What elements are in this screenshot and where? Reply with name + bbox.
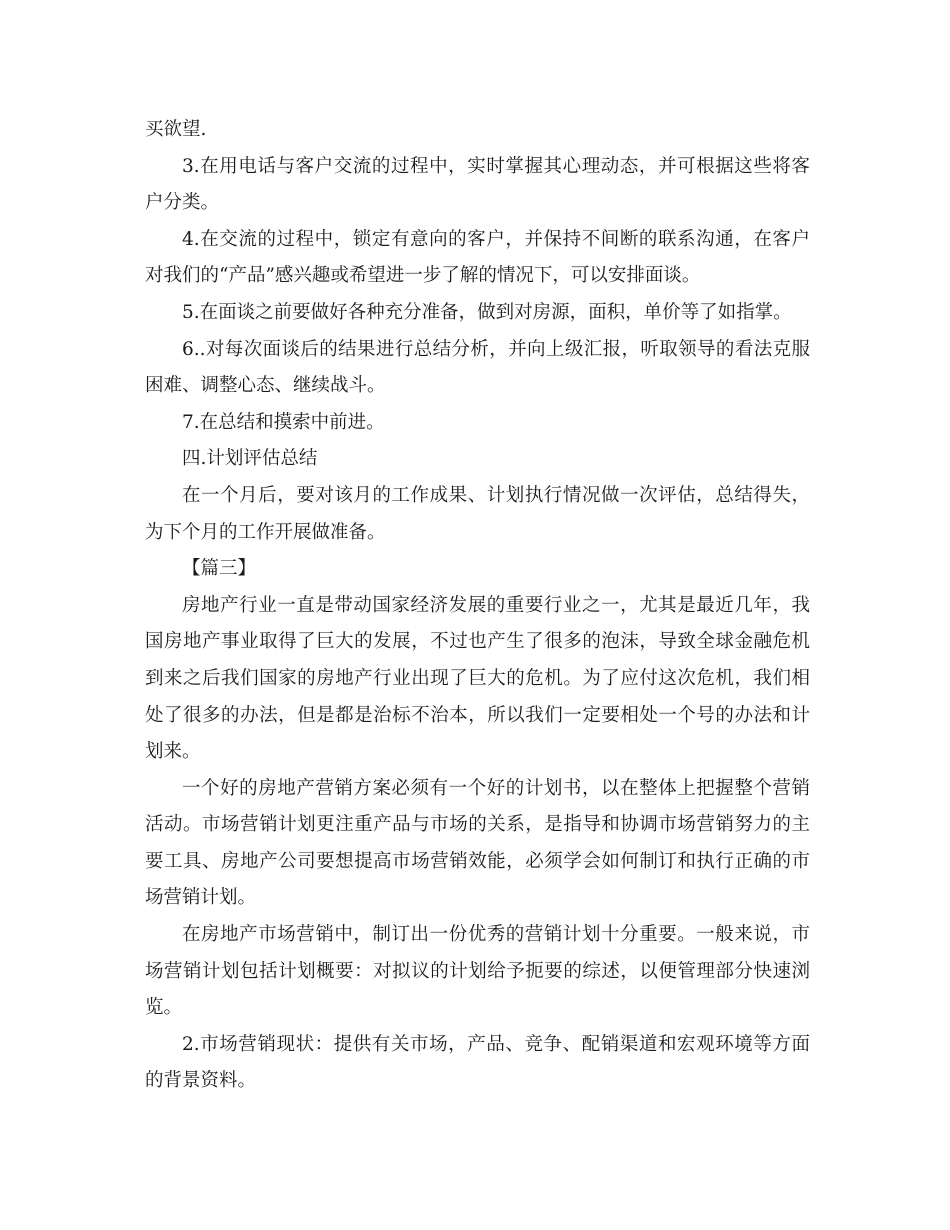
paragraph-6: 7.在总结和摸索中前进。: [182, 411, 385, 433]
paragraph-1: 买欲望.: [145, 119, 207, 140]
paragraph-7: 在一个月后，要对该月的工作成果、计划执行情况做一次评估，总结得失，为下个月的工作开展做准备。: [145, 484, 810, 543]
paragraph-5: 6..对每次面谈后的结果进行总结分析，并向上级汇报，听取领导的看法克服困难、调整心态、继续战斗。: [145, 338, 810, 397]
paragraph-2: 3.在用电话与客户交流的过程中，实时掌握其心理动态，并可根据这些将客户分类。: [145, 155, 810, 214]
paragraph-11: 2.市场营销现状：提供有关市场，产品、竞争、配销渠道和宏观环境等方面的背景资料。: [145, 1033, 810, 1092]
section-heading-part-three: 【篇三】: [182, 558, 257, 580]
paragraph-4: 5.在面谈之前要做好各种充分准备，做到对房源，面积，单价等了如指掌。: [182, 301, 792, 323]
paragraph-3: 4.在交流的过程中，锁定有意向的客户，并保持不间断的联系沟通，在客户对我们的“产品”感兴趣或希望进一步了解的情况下，可以安排面谈。: [145, 228, 810, 287]
paragraph-9: 一个好的房地产营销方案必须有一个好的计划书，以在整体上把握整个营销活动。市场营销计划更注重产品与市场的关系，是指导和协调市场营销努力的主要工具、房地产公司要想提高市场营销效能，必须学会如何制订和执行正确的市场营销计划。: [145, 777, 810, 909]
document-body: [145, 112, 810, 1100]
section-heading-plan-evaluation: 四.计划评估总结: [182, 448, 318, 470]
paragraph-10: 在房地产市场营销中，制订出一份优秀的营销计划十分重要。一般来说，市场营销计划包括计划概要：对拟议的计划给予扼要的综述，以便管理部分快速浏览。: [145, 924, 810, 1019]
paragraph-8: 房地产行业一直是带动国家经济发展的重要行业之一，尤其是最近几年，我国房地产事业取得了巨大的发展，不过也产生了很多的泡沫，导致全球金融危机到来之后我们国家的房地产行业出现了巨大的危机。为了应付这次危机，我们相处了很多的办法，但是都是治标不治本，所以我们一定要相处一个号的办法和计划来。: [145, 594, 810, 763]
